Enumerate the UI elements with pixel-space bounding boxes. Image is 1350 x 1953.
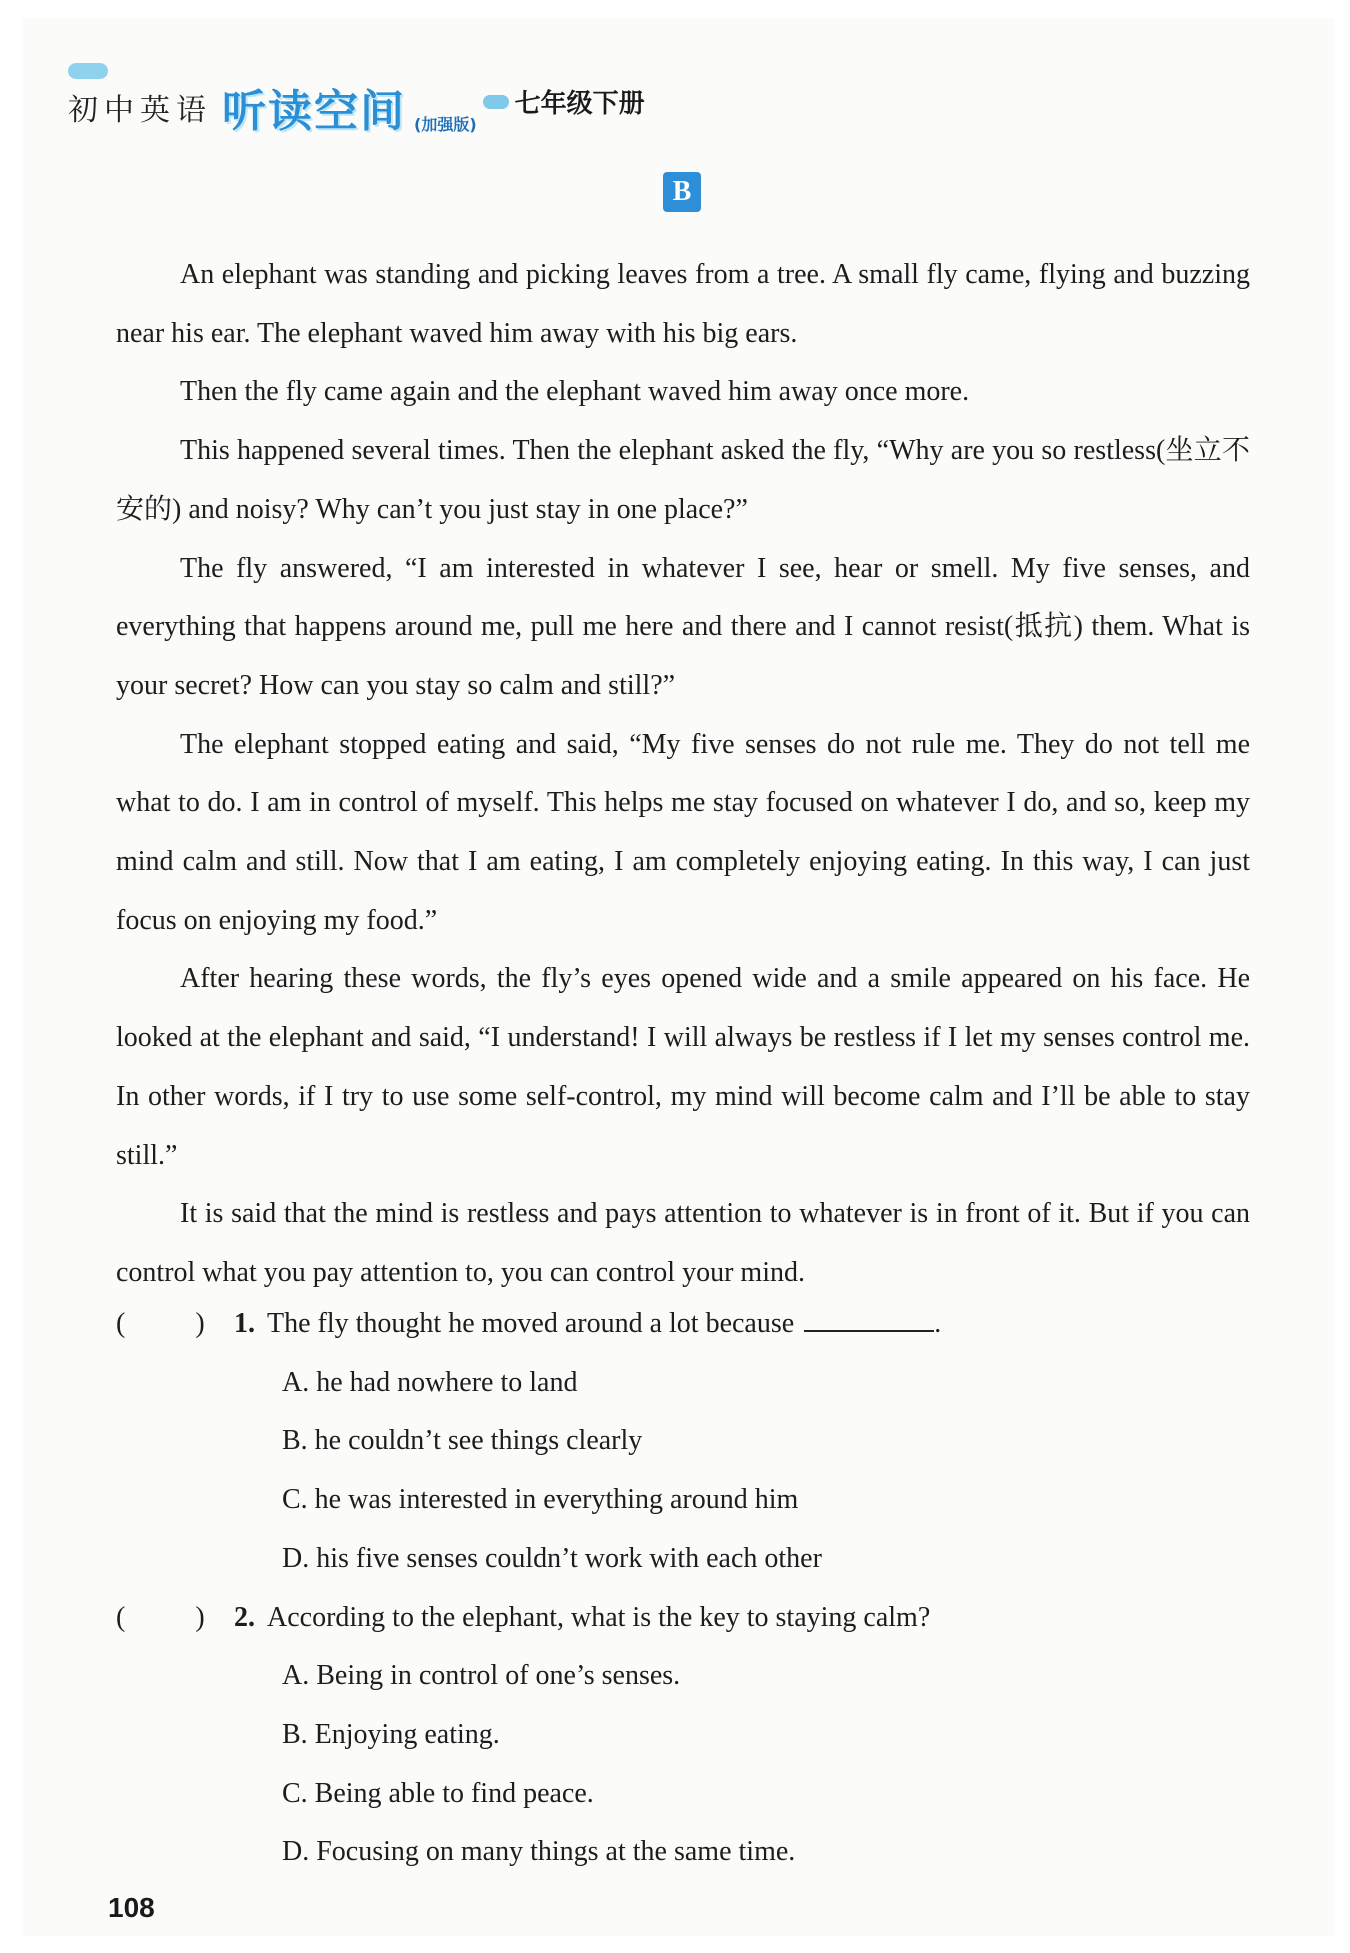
page-header bbox=[68, 72, 645, 142]
cloud-icon bbox=[483, 95, 509, 109]
question-number: 1. bbox=[234, 1308, 255, 1339]
passage-paragraph: It is said that the mind is restless and pays attention to whatever is in front of it. But if you can control what you pay attention to, you can control your mind. bbox=[116, 1198, 1250, 1288]
option-c: C. he was interested in everything around him bbox=[282, 1484, 799, 1516]
edition-label: (加强版) bbox=[414, 115, 477, 134]
option-c: C. Being able to find peace. bbox=[282, 1777, 594, 1809]
question-stem-row bbox=[116, 1589, 1250, 1648]
answer-bracket[interactable]: ( ) bbox=[116, 1308, 205, 1339]
answer-bracket[interactable]: ( ) bbox=[116, 1601, 205, 1633]
option-a: A. Being in control of one’s senses. bbox=[282, 1660, 681, 1692]
option-d: D. Focusing on many things at the same time. bbox=[282, 1836, 796, 1868]
passage-paragraph: The elephant stopped eating and said, “My five senses do not rule me. They do not tell me what to do. I am in control of myself. This helps me stay focused on whatever I do, and so, keep my mind calm and still. Now that I am eating, I am completely enjoying eating. In this way, I can just focus on enjoying my food.” bbox=[116, 728, 1250, 936]
option-b: B. Enjoying eating. bbox=[282, 1718, 500, 1750]
question-2 bbox=[116, 1589, 1250, 1883]
option-a: A. he had nowhere to land bbox=[282, 1366, 578, 1398]
series-title: 初中英语 bbox=[68, 93, 212, 128]
option-b: B. he couldn’t see things clearly bbox=[282, 1425, 643, 1457]
question-stem-row bbox=[116, 1295, 1250, 1354]
reading-passage bbox=[116, 246, 1250, 1303]
question-list bbox=[116, 1295, 1250, 1882]
option-d: D. his five senses couldn’t work with each other bbox=[282, 1542, 822, 1574]
question-stem: According to the elephant, what is the key to staying calm? bbox=[267, 1601, 931, 1633]
section-badge: B bbox=[663, 172, 701, 212]
passage-paragraph: This happened several times. Then the elephant asked the fly, “Why are you so restless(坐立不安的) and noisy? Why can’t you just stay in one place?” bbox=[116, 435, 1250, 525]
cloud-icon bbox=[68, 63, 108, 79]
question-1 bbox=[116, 1295, 1250, 1589]
page-number: 108 bbox=[108, 1892, 155, 1923]
answer-blank[interactable] bbox=[804, 1308, 934, 1332]
brand-title: 听读空间 bbox=[222, 86, 406, 137]
brand-logo bbox=[218, 75, 515, 139]
passage-paragraph: The fly answered, “I am interested in whatever I see, hear or smell. My five senses, and everything that happens around me, pull me here and there and I cannot resist(抵抗) them. What is your secret? How can you stay so calm and still?” bbox=[116, 552, 1250, 701]
grade-label: 七年级下册 bbox=[514, 88, 645, 119]
question-stem: The fly thought he moved around a lot because . bbox=[267, 1308, 942, 1339]
passage-paragraph: After hearing these words, the fly’s eyes opened wide and a smile appeared on his face. He looked at the elephant and said, “I understand! I will always be restless if I let my senses control me. In other words, if I try to use some self-control, my mind will become calm and I’ll be able to stay still.” bbox=[116, 963, 1250, 1171]
passage-paragraph: Then the fly came again and the elephant waved him away once more. bbox=[180, 376, 970, 408]
passage-paragraph: An elephant was standing and picking leaves from a tree. A small fly came, flying and buzzing near his ear. The elephant waved him away with his big ears. bbox=[116, 259, 1250, 349]
question-number: 2. bbox=[234, 1601, 255, 1633]
